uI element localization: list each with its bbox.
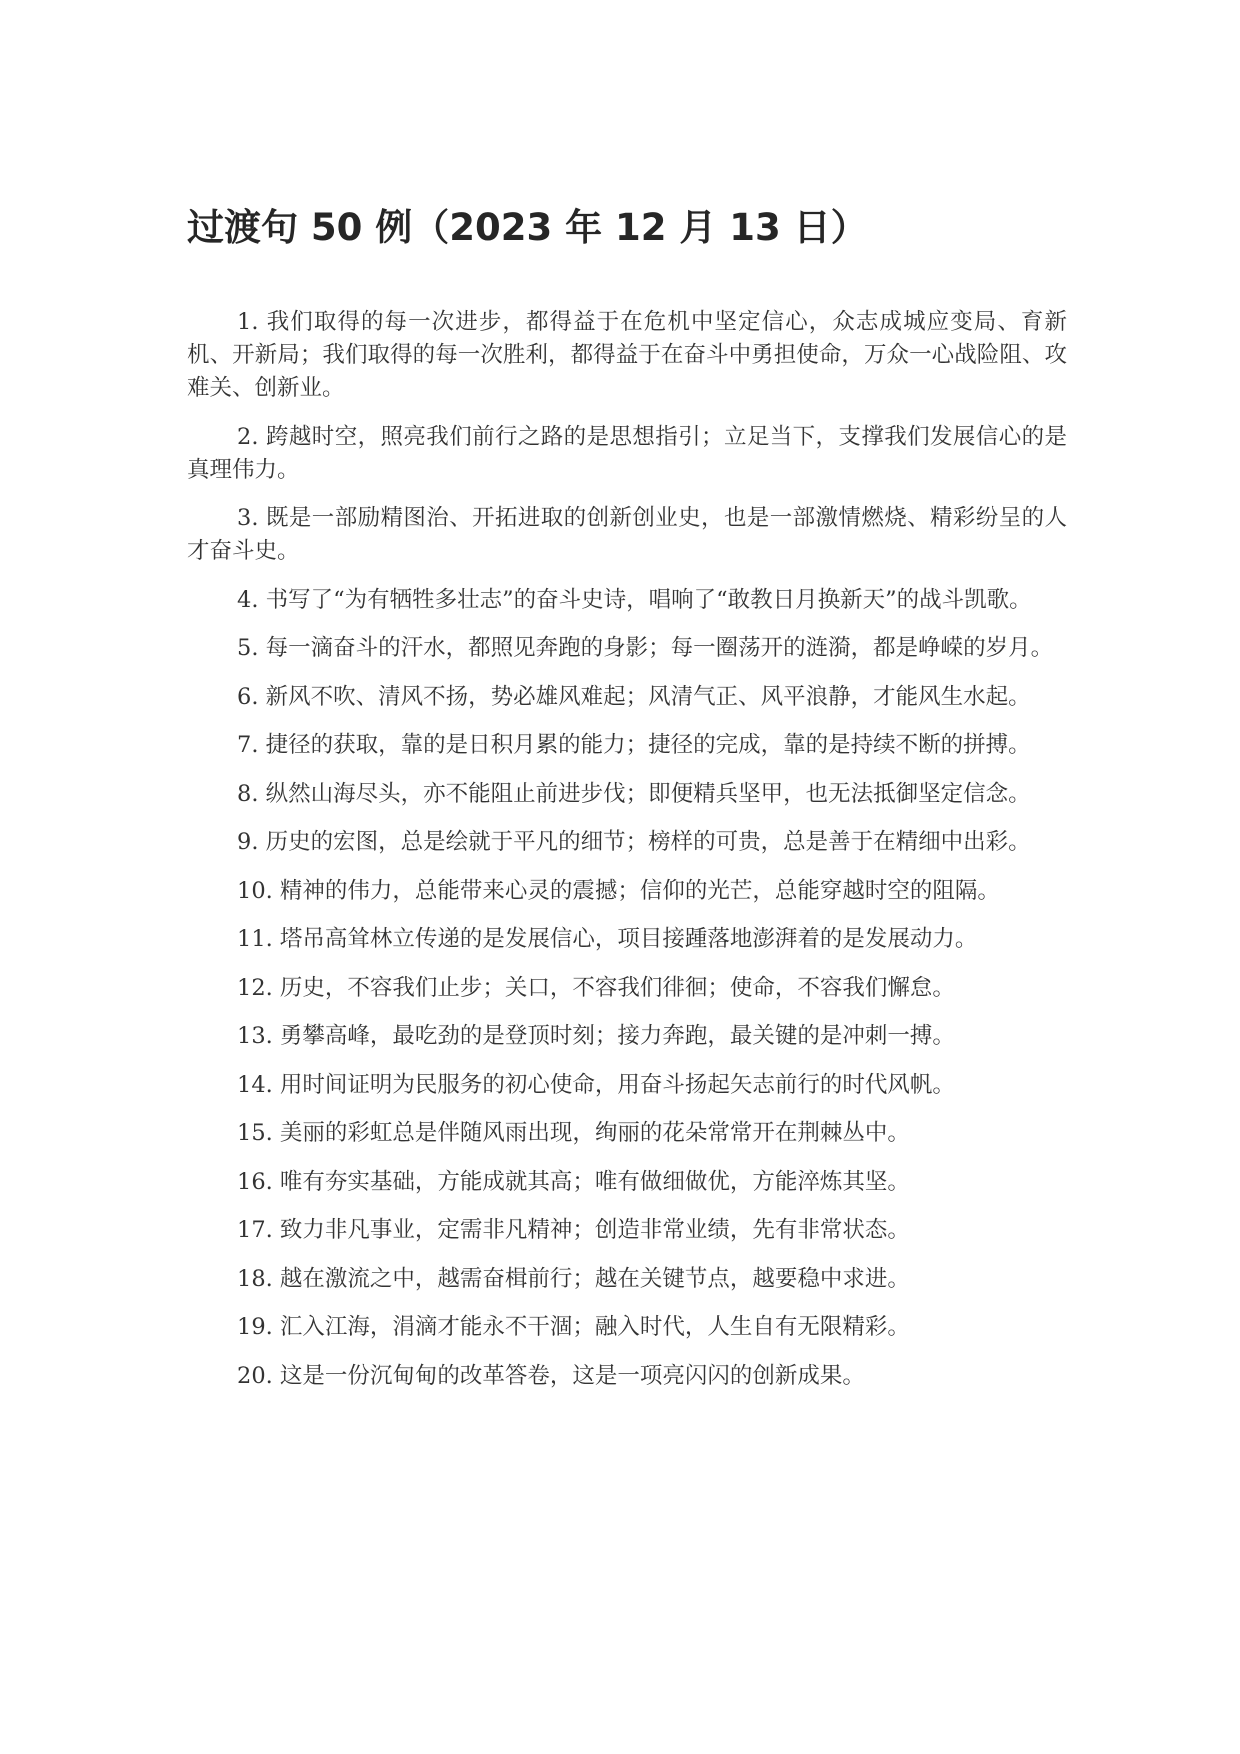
list-item: 10. 精神的伟力，总能带来心灵的震撼；信仰的光芒，总能穿越时空的阻隔。 [237, 877, 1000, 904]
list-item: 16. 唯有夯实基础，方能成就其高；唯有做细做优，方能淬炼其坚。 [237, 1168, 910, 1195]
list-item: 19. 汇入江海，涓滴才能永不干涸；融入时代，人生自有无限精彩。 [237, 1314, 910, 1340]
list-item: 13. 勇攀高峰，最吃劲的是登顶时刻；接力奔跑，最关键的是冲刺一搏。 [237, 1023, 955, 1049]
list-item: 3. 既是一部励精图治、开拓进取的创新创业史，也是一部激情燃烧、精彩纷呈的人才奋斗史。 [187, 505, 1067, 564]
list-item: 9. 历史的宏图，总是绘就于平凡的细节；榜样的可贵，总是善于在精细中出彩。 [237, 829, 1031, 855]
sentence-list [187, 306, 1067, 1408]
list-item: 5. 每一滴奋斗的汗水，都照见奔跑的身影；每一圈荡开的涟漪，都是峥嵘的岁月。 [237, 635, 1054, 661]
list-item: 7. 捷径的获取，靠的是日积月累的能力；捷径的完成，靠的是持续不断的拼搏。 [237, 732, 1031, 758]
list-item: 15. 美丽的彩虹总是伴随风雨出现，绚丽的花朵常常开在荆棘丛中。 [237, 1120, 910, 1146]
list-item: 11. 塔吊高耸林立传递的是发展信心，项目接踵落地澎湃着的是发展动力。 [237, 926, 978, 952]
list-item: 2. 跨越时空，照亮我们前行之路的是思想指引；立足当下，支撑我们发展信心的是真理伟力。 [187, 423, 1067, 483]
list-item: 12. 历史，不容我们止步；关口，不容我们徘徊；使命，不容我们懈怠。 [237, 974, 955, 1001]
list-item: 6. 新风不吹、清风不扬，势必雄风难起；风清气正、风平浪静，才能风生水起。 [237, 683, 1031, 710]
list-item: 20. 这是一份沉甸甸的改革答卷，这是一项亮闪闪的创新成果。 [237, 1362, 865, 1389]
list-item: 17. 致力非凡事业，定需非凡精神；创造非常业绩，先有非常状态。 [237, 1217, 910, 1243]
list-item: 14. 用时间证明为民服务的初心使命，用奋斗扬起矢志前行的时代风帆。 [237, 1071, 955, 1098]
list-item: 18. 越在激流之中，越需奋楫前行；越在关键节点，越要稳中求进。 [237, 1265, 910, 1292]
list-item: 1. 我们取得的每一次进步，都得益于在危机中坚定信心，众志成城应变局、育新机、开新局；我们取得的每一次胜利，都得益于在奋斗中勇担使命，万众一心战险阻、攻难关、创新业。 [187, 309, 1067, 401]
list-item: 4. 书写了“为有牺牲多壮志”的奋斗史诗，唱响了“敢教日月换新天”的战斗凯歌。 [237, 586, 1032, 613]
document-title: 过渡句 50 例（2023 年 12 月 13 日） [187, 206, 868, 249]
list-item: 8. 纵然山海尽头，亦不能阻止前进步伐；即便精兵坚甲，也无法抵御坚定信念。 [237, 780, 1031, 807]
